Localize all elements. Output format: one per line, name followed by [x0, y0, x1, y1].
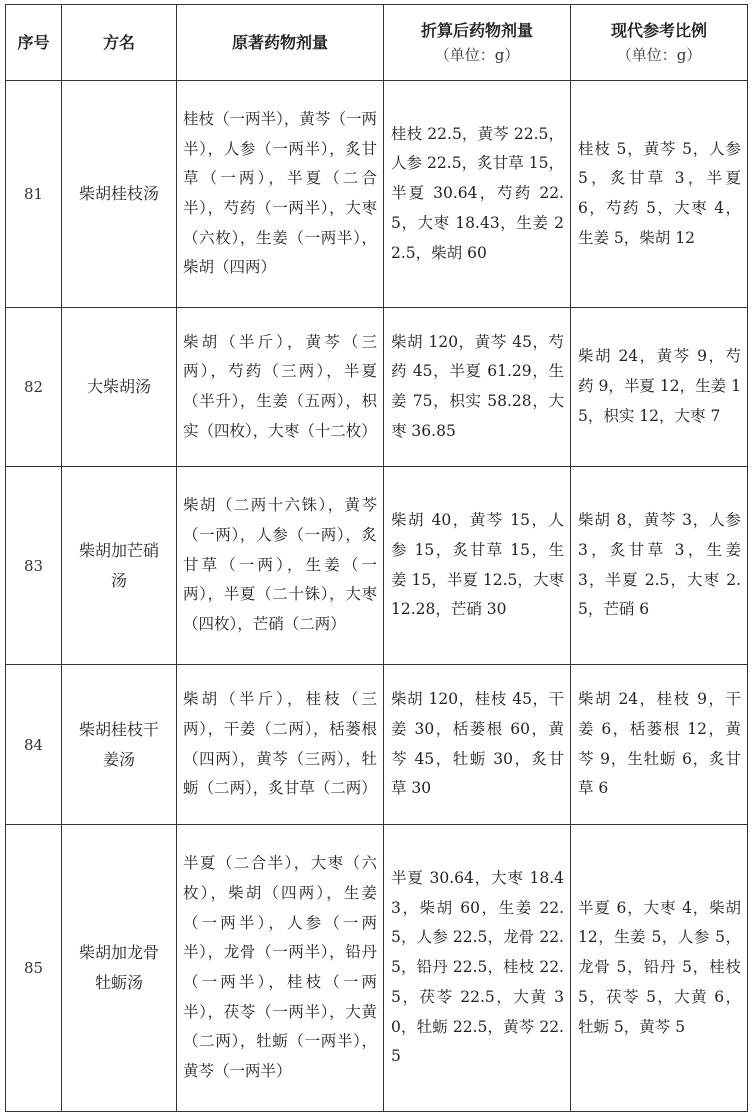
- row-index: 84: [6, 665, 62, 825]
- row-converted-dosage: 柴胡 120，桂枝 45，干姜 30，栝蒌根 60，黄芩 45，牡蛎 30，炙甘草 30: [384, 665, 571, 825]
- header-modern-title: 现代参考比例: [610, 20, 707, 40]
- header-modern: [571, 5, 748, 81]
- document-page: [5, 4, 747, 1112]
- table-row: [6, 467, 748, 665]
- row-converted-dosage: 柴胡 40，黄芩 15，人参 15，炙甘草 15，生姜 15，半夏 12.5，大枣 12.28，芒硝 30: [384, 467, 571, 665]
- header-original: 原著药物剂量: [177, 5, 384, 81]
- row-formula-name: 柴胡桂枝汤: [62, 81, 177, 308]
- row-converted-dosage: 桂枝 22.5，黄芩 22.5，人参 22.5，炙甘草 15，半夏 30.64，芍药 22.5，大枣 18.43，生姜 22.5，柴胡 60: [384, 81, 571, 308]
- row-modern-ratio: 半夏 6，大枣 4，柴胡 12，生姜 5，人参 5，龙骨 5，铅丹 5，桂枝 5，茯苓 5，大黄 6，牡蛎 5，黄芩 5: [571, 825, 748, 1112]
- row-original-dosage: 柴胡（二两十六铢），黄芩（一两），人参（一两），炙甘草（一两），生姜（一两），半夏（二十铢），大枣（四枚），芒硝（二两）: [177, 467, 384, 665]
- row-formula-name: 柴胡加芒硝汤: [62, 467, 177, 665]
- header-converted-unit: （单位：g）: [434, 45, 520, 64]
- row-index: 82: [6, 308, 62, 467]
- row-modern-ratio: 柴胡 24，桂枝 9，干姜 6，栝蒌根 12，黄芩 9，生牡蛎 6，炙甘草 6: [571, 665, 748, 825]
- row-modern-ratio: 柴胡 8，黄芩 3，人参 3，炙甘草 3，生姜 3，半夏 2.5，大枣 2.5，芒硝 6: [571, 467, 748, 665]
- header-row: [6, 5, 748, 81]
- row-modern-ratio: 柴胡 24，黄芩 9，芍药 9，半夏 12，生姜 15，枳实 12，大枣 7: [571, 308, 748, 467]
- row-formula-name: 大柴胡汤: [62, 308, 177, 467]
- table-header: [6, 5, 748, 81]
- header-converted: [384, 5, 571, 81]
- row-original-dosage: 半夏（二合半），大枣（六枚），柴胡（四两），生姜（一两半），人参（一两半），龙骨（一两半），铅丹（一两半），桂枝（一两半），茯苓（一两半），大黄（二两），牡蛎（一两半），黄芩（一两半）: [177, 825, 384, 1112]
- row-original-dosage: 桂枝（一两半），黄芩（一两半），人参（一两半），炙甘草（一两），半夏（二合半），芍药（一两半），大枣（六枚），生姜（一两半），柴胡（四两）: [177, 81, 384, 308]
- table-row: [6, 308, 748, 467]
- table-row: [6, 81, 748, 308]
- formula-dosage-table: [5, 4, 748, 1112]
- row-index: 85: [6, 825, 62, 1112]
- row-converted-dosage: 柴胡 120，黄芩 45，芍药 45，半夏 61.29，生姜 75，枳实 58.28，大枣 36.85: [384, 308, 571, 467]
- header-index: 序号: [6, 5, 62, 81]
- row-original-dosage: 柴胡（半斤），桂枝（三两），干姜（二两），栝蒌根（四两），黄芩（三两），牡蛎（二两），炙甘草（二两）: [177, 665, 384, 825]
- header-name: 方名: [62, 5, 177, 81]
- row-formula-name: 柴胡桂枝干姜汤: [62, 665, 177, 825]
- row-formula-name: 柴胡加龙骨牡蛎汤: [62, 825, 177, 1112]
- row-original-dosage: 柴胡（半斤），黄芩（三两），芍药（三两），半夏（半升），生姜（五两），枳实（四枚），大枣（十二枚）: [177, 308, 384, 467]
- header-converted-title: 折算后药物剂量: [420, 20, 533, 40]
- row-index: 83: [6, 467, 62, 665]
- row-converted-dosage: 半夏 30.64，大枣 18.43，柴胡 60，生姜 22.5，人参 22.5，龙骨 22.5，铅丹 22.5，桂枝 22.5，茯苓 22.5，大黄 30，牡蛎 22.5，黄芩 22.5: [384, 825, 571, 1112]
- table-body: [6, 81, 748, 1112]
- row-modern-ratio: 桂枝 5，黄芩 5，人参 5，炙甘草 3，半夏 6，芍药 5，大枣 4，生姜 5，柴胡 12: [571, 81, 748, 308]
- row-index: 81: [6, 81, 62, 308]
- table-row: [6, 825, 748, 1112]
- table-row: [6, 665, 748, 825]
- header-modern-unit: （单位：g）: [616, 45, 702, 64]
